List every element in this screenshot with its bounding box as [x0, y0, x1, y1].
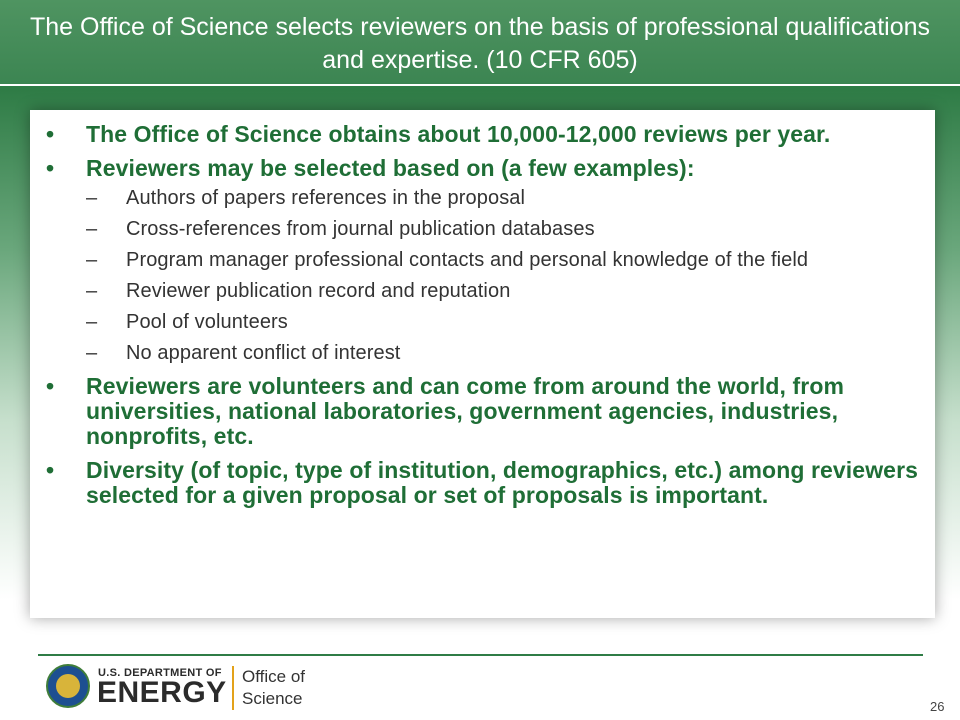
- slide-title: The Office of Science selects reviewers on the basis of professional qualifications and expertise. (10 CFR 605): [30, 13, 930, 74]
- page-number: 26: [930, 699, 945, 714]
- sub-item-text: Authors of papers references in the proposal: [126, 187, 526, 209]
- sub-item-text: Cross-references from journal publication databases: [126, 218, 595, 240]
- sub-item-cross-references: [86, 219, 926, 239]
- dash-marker: –: [86, 311, 98, 333]
- bullet-marker: •: [46, 457, 55, 483]
- bullet-text: Diversity (of topic, type of institution, demographics, etc.) among reviewers selected for a given proposal or set of proposals is important.: [86, 457, 919, 508]
- logo-divider: [232, 666, 234, 710]
- bullet-marker: •: [46, 373, 55, 399]
- sub-item-program-manager: [86, 250, 926, 270]
- dash-marker: –: [86, 280, 98, 302]
- bullet-marker: •: [46, 155, 55, 181]
- sub-item-text: No apparent conflict of interest: [126, 342, 401, 364]
- logo-office-line1: Office of: [242, 667, 305, 686]
- doe-seal-icon: [46, 664, 90, 708]
- sub-item-publication-record: [86, 281, 926, 301]
- sub-item-text: Reviewer publication record and reputation: [126, 280, 511, 302]
- logo-department-text: U.S. DEPARTMENT OF: [98, 667, 222, 679]
- logo-office-line2: Science: [242, 689, 303, 708]
- sub-item-text: Pool of volunteers: [126, 311, 288, 333]
- seal-emblem: [56, 674, 80, 698]
- dash-marker: –: [86, 218, 98, 240]
- dash-marker: –: [86, 342, 98, 364]
- bullet-text: The Office of Science obtains about 10,000-12,000 reviews per year.: [86, 121, 831, 147]
- sub-item-conflict-of-interest: [86, 343, 926, 363]
- bullet-item-selection-basis: [46, 156, 926, 363]
- content-panel: [30, 110, 935, 618]
- sub-list: [86, 188, 926, 363]
- logo-office-text: [242, 666, 305, 710]
- bullet-item-reviews-per-year: [46, 122, 926, 147]
- footer-divider: [38, 654, 923, 656]
- dash-marker: –: [86, 187, 98, 209]
- sub-item-text: Program manager professional contacts and personal knowledge of the field: [126, 249, 809, 271]
- bullet-marker: •: [46, 121, 55, 147]
- doe-office-of-science-logo: [46, 662, 346, 712]
- bullet-item-diversity: [46, 458, 926, 508]
- bullet-list: [46, 122, 926, 517]
- sub-item-authors: [86, 188, 926, 208]
- bullet-text: Reviewers may be selected based on (a few examples):: [86, 155, 695, 181]
- bullet-text: Reviewers are volunteers and can come from around the world, from universities, national laboratories, government agencies, industries, nonprofits, etc.: [86, 373, 845, 449]
- bullet-item-volunteers-origin: [46, 374, 926, 449]
- sub-item-volunteers: [86, 312, 926, 332]
- dash-marker: –: [86, 249, 98, 271]
- slide-header: [0, 0, 960, 86]
- logo-energy-text: ENERGY: [97, 676, 227, 709]
